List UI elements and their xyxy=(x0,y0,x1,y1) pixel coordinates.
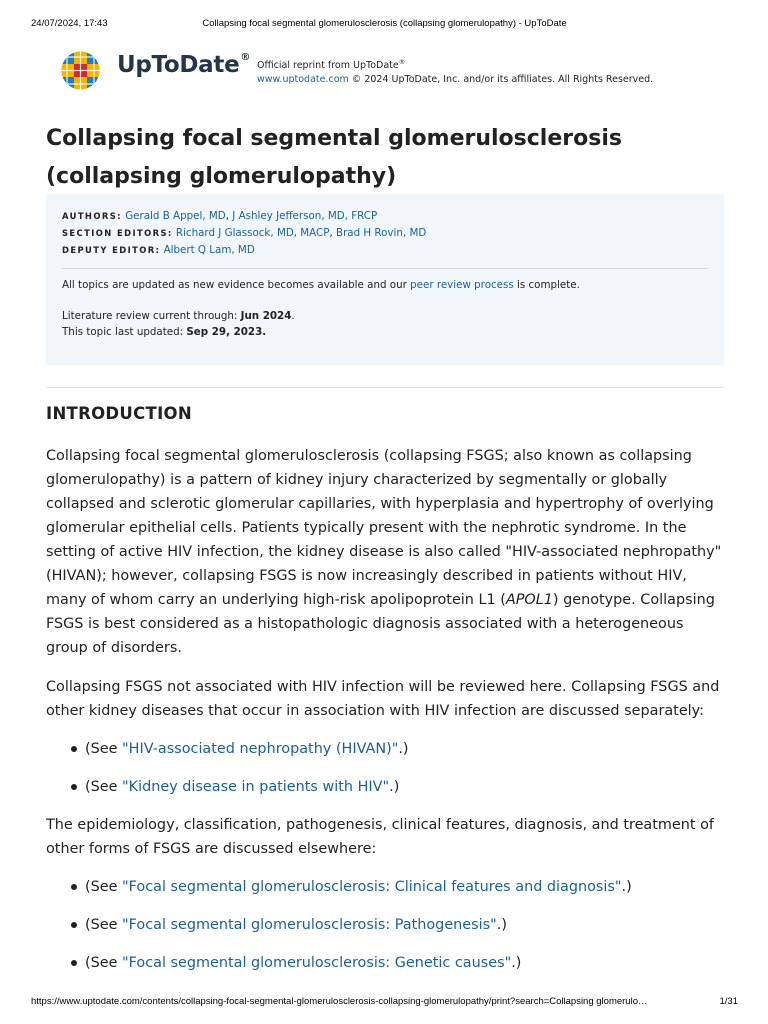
section-editors-row: SECTION EDITORS: Richard J Glassock, MD, MACP, Brad H Rovin, MD xyxy=(62,227,427,239)
list-item: (See "Focal segmental glomerulosclerosis: Clinical features and diagnosis".) xyxy=(46,875,726,899)
authors-label: AUTHORS: xyxy=(62,211,122,221)
update-notice: All topics are updated as new evidence becomes available and our peer review process is complete. xyxy=(62,279,580,291)
topic-link[interactable]: "Focal segmental glomerulosclerosis: Genetic causes" xyxy=(122,955,512,971)
uptodate-logo-icon xyxy=(60,50,101,91)
list-item: (See "Focal segmental glomerulosclerosis: Pathogenesis".) xyxy=(46,913,726,937)
deputy-editor-row xyxy=(62,242,708,259)
introduction-body xyxy=(46,444,726,989)
author-link[interactable]: J Ashley Jefferson, MD, FRCP xyxy=(232,210,378,222)
print-footer xyxy=(31,996,738,1008)
intro-paragraph: Collapsing FSGS not associated with HIV infection will be reviewed here. Collapsing FSGS and other kidney diseases that occur in association with HIV infection are discussed separately: xyxy=(46,679,720,719)
bullet-icon xyxy=(71,784,77,790)
section-divider xyxy=(46,387,724,388)
uptodate-site-link[interactable]: www.uptodate.com xyxy=(257,74,349,86)
section-editor-link[interactable]: Brad H Rovin, MD xyxy=(336,227,427,239)
peer-review-link[interactable]: peer review process xyxy=(410,279,514,291)
bullet-icon xyxy=(71,960,77,966)
authors-row: AUTHORS: Gerald B Appel, MD, J Ashley Jefferson, MD, FRCP xyxy=(62,210,378,222)
author-link[interactable]: Gerald B Appel, MD xyxy=(125,210,226,222)
print-header xyxy=(31,18,738,30)
deputy-editor-label: DEPUTY EDITOR: xyxy=(62,245,161,255)
gene-name: APOL1 xyxy=(505,592,553,608)
topic-link[interactable]: "Focal segmental glomerulosclerosis: Clinical features and diagnosis" xyxy=(122,879,622,895)
brand-bar xyxy=(60,46,738,94)
intro-paragraph: The epidemiology, classification, pathogenesis, clinical features, diagnosis, and treatment of other forms of FSGS are discussed elsewhere: xyxy=(46,817,714,857)
introduction-heading: INTRODUCTION xyxy=(46,404,192,423)
deputy-editor-link[interactable]: Albert Q Lam, MD xyxy=(163,244,255,256)
article-title: Collapsing focal segmental glomerulosclerosis (collapsing glomerulopathy) xyxy=(46,126,622,189)
see-also-list xyxy=(46,737,726,799)
section-editor-link[interactable]: Richard J Glassock, MD, MACP xyxy=(175,227,330,239)
reprint-notice: Official reprint from UpToDate® www.uptodate.com © 2024 UpToDate, Inc. and/or its affiliates. All Rights Reserved. xyxy=(257,58,654,86)
topic-link[interactable]: "Kidney disease in patients with HIV" xyxy=(122,779,390,795)
see-also-list xyxy=(46,875,726,975)
last-updated-date: This topic last updated: Sep 29, 2023. xyxy=(62,326,267,338)
intro-paragraph: Collapsing focal segmental glomerulosclerosis (collapsing FSGS; also known as collapsing glomerulopathy) is a pattern of kidney injury characterized by segmentally or globally collapsed and sclerotic glomerular capillaries, with hyperplasia and hypertrophy of overlying glomerular epithelial cells. Patients typically present with the nephrotic syndrome. In the setting of active HIV infection, the kidney disease is also called "HIV-associated nephropathy" (HIVAN); however, collapsing FSGS is now increasingly described in patients without HIV, many of whom carry an underlying high-risk apolipoprotein L1 (APOL1) genotype. Collapsing FSGS is best considered as a histopathologic diagnosis associated with a heterogeneous group of disorders. xyxy=(46,448,722,656)
bullet-icon xyxy=(71,884,77,890)
print-datetime: 24/07/2024, 17:43 xyxy=(31,18,108,29)
topic-link[interactable]: "HIV-associated nephropathy (HIVAN)" xyxy=(122,741,399,757)
bullet-icon xyxy=(71,746,77,752)
topic-link[interactable]: "Focal segmental glomerulosclerosis: Pathogenesis" xyxy=(122,917,497,933)
page-number: 1/31 xyxy=(719,996,738,1007)
brand-name: UpToDate® xyxy=(117,52,251,78)
bullet-icon xyxy=(71,922,77,928)
box-divider xyxy=(62,268,708,269)
contributors-box xyxy=(46,194,724,365)
list-item: (See "Focal segmental glomerulosclerosis: Genetic causes".) xyxy=(46,951,726,975)
print-document-title: Collapsing focal segmental glomerulosclerosis (collapsing glomerulopathy) - UpToDate xyxy=(202,18,567,29)
section-editors-label: SECTION EDITORS: xyxy=(62,228,173,238)
print-url: https://www.uptodate.com/contents/collapsing-focal-segmental-glomerulosclerosis-collapsing-glomerulopathy/print?search=Collapsing glomerulo… xyxy=(31,996,648,1007)
list-item: (See "HIV-associated nephropathy (HIVAN)".) xyxy=(46,737,726,761)
literature-review-date: Literature review current through: Jun 2024. xyxy=(62,310,295,322)
list-item: (See "Kidney disease in patients with HIV".) xyxy=(46,775,726,799)
